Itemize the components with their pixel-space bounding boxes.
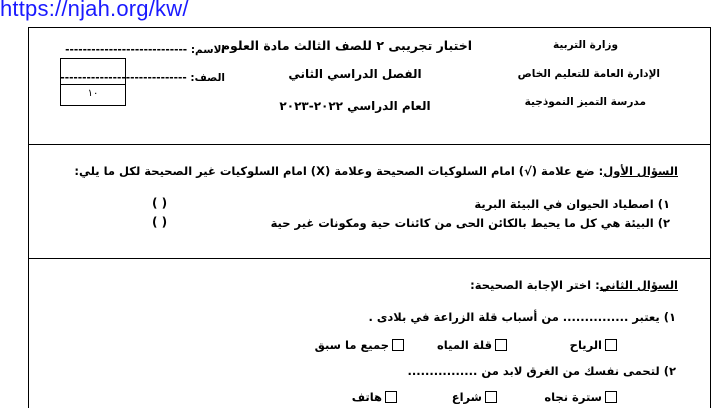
q2-item-2-option-1[interactable] [544, 390, 620, 404]
q1-item-1: ١) اصطياد الحيوان في البيئة البرية [474, 197, 670, 211]
q1-prompt [74, 164, 678, 178]
option-label: جميع ما سبق [314, 338, 389, 352]
q2-item-1-option-2[interactable] [437, 338, 510, 352]
source-url[interactable]: https://njah.org/kw/ [0, 0, 189, 21]
option-label: سترة نجاه [544, 390, 602, 404]
ministry-label: وزارة التربية [552, 39, 618, 51]
q2-instruction: : اختر الإجابة الصحيحة: [470, 278, 600, 292]
directorate-label: الإدارة العامة للتعليم الخاص [517, 68, 660, 80]
checkbox[interactable] [495, 339, 507, 351]
option-label: الرياح [569, 338, 602, 352]
option-label: هاتف [351, 390, 382, 404]
q2-heading: السؤال الثاني [599, 278, 678, 292]
option-label: شراع [451, 390, 482, 404]
student-name-field[interactable]: الاسم: ---------------------------- [65, 44, 225, 56]
q2-item-2-option-2[interactable] [452, 390, 500, 404]
q1-instruction: : ضع علامة (√) امام السلوكيات الصحيحة وعلامة (X) امام السلوكيات غير الصحيحة لكل ما يلي: [74, 164, 604, 178]
year-label: العام الدراسي ٢٠٢٢-٢٠٢٣ [279, 99, 431, 113]
exam-title: اختبار تجريبى ٢ للصف الثالث مادة العلوم [220, 38, 472, 53]
checkbox[interactable] [605, 391, 617, 403]
q1-item-2: ٢) البيئة هي كل ما يحيط بالكائن الحى من كائنات حية ومكونات غير حية [270, 216, 670, 230]
score-box [60, 58, 126, 106]
q1-item-2-answer[interactable]: ( ) [152, 215, 168, 229]
school-label: مدرسة التميز النموذجية [524, 96, 646, 108]
score-divider [61, 84, 125, 85]
q2-item-2-stem: ٢) لتحمى نفسك من الغرق لابد من ................ [407, 364, 676, 378]
checkbox[interactable] [392, 339, 404, 351]
q1-item-1-answer[interactable]: ( ) [152, 196, 168, 210]
q2-item-1-stem: ١) يعتبر ............... من أسباب قلة الزراعة في بلادى . [368, 310, 676, 324]
q1-heading: السؤال الأول [603, 164, 678, 178]
q2-item-2-option-3[interactable] [352, 390, 400, 404]
section-divider [28, 258, 711, 259]
q2-item-1-option-1[interactable] [570, 338, 620, 352]
q2-prompt [470, 278, 678, 292]
student-class-field[interactable]: الصف: ----------------------------- [60, 72, 225, 84]
score-total: ١٠ [87, 88, 99, 99]
checkbox[interactable] [605, 339, 617, 351]
semester-label: الفصل الدراسي الثاني [288, 67, 422, 81]
q2-item-1-option-3[interactable] [315, 338, 407, 352]
checkbox[interactable] [385, 391, 397, 403]
checkbox[interactable] [485, 391, 497, 403]
option-label: قلة المياه [437, 338, 492, 352]
section-divider [28, 144, 711, 145]
